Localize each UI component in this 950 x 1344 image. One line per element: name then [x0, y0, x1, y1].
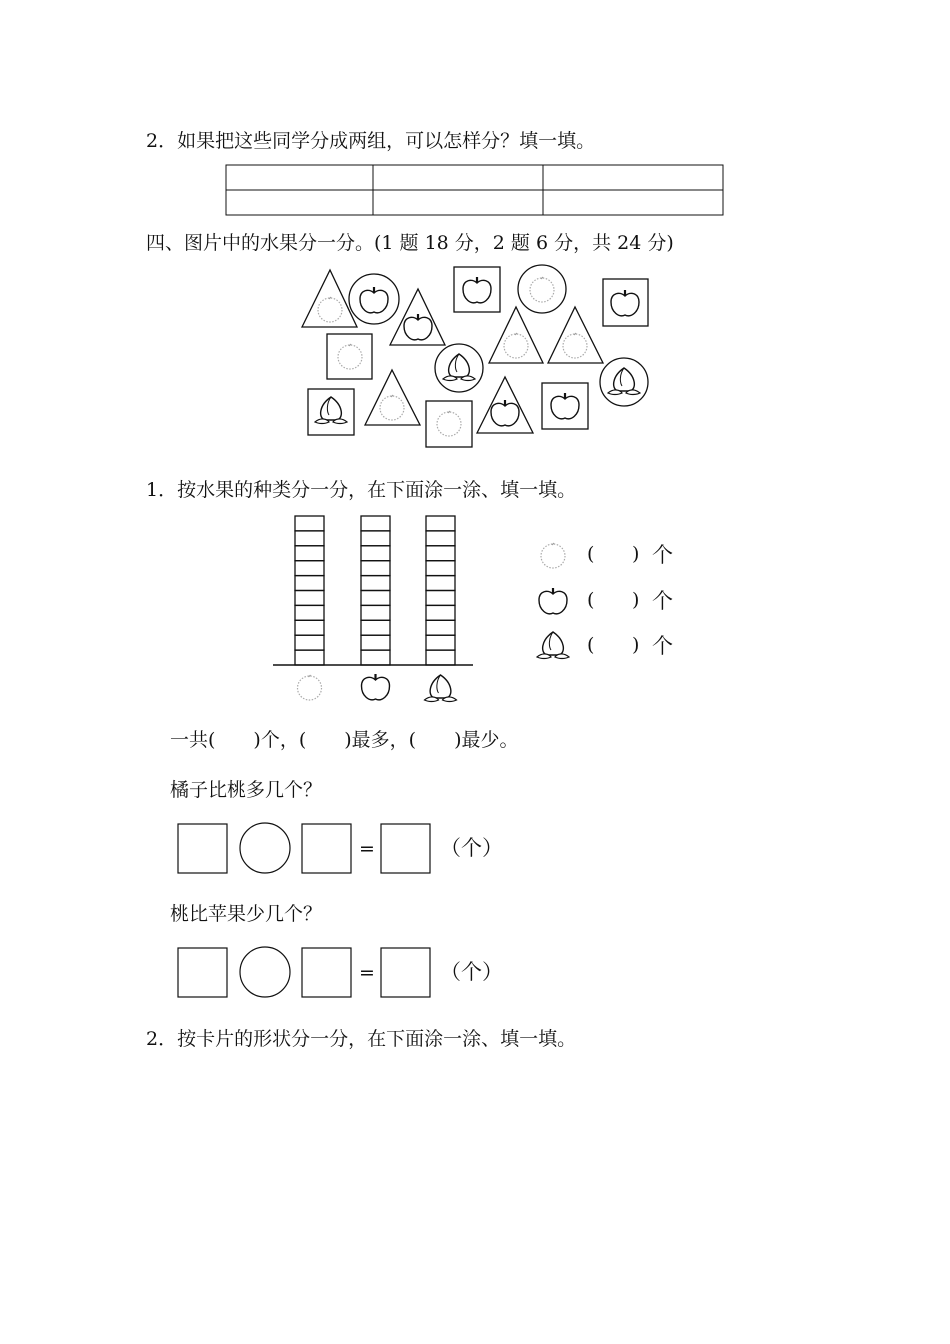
chart-cell-peach[interactable] — [426, 546, 455, 561]
card-circle-apple — [349, 274, 399, 324]
answer-boxes-a[interactable] — [178, 823, 430, 873]
chart-cell-orange[interactable] — [295, 635, 324, 650]
equals-sign-a: = — [359, 838, 375, 860]
equals-sign-b: = — [359, 962, 375, 984]
unit-label-b: （个） — [440, 960, 503, 984]
card-square-apple — [454, 267, 500, 312]
chart-cell-apple[interactable] — [361, 531, 390, 546]
chart-cell-apple[interactable] — [361, 635, 390, 650]
chart-cell-peach[interactable] — [426, 576, 455, 591]
card-square-orange — [327, 334, 372, 379]
chart-cell-orange[interactable] — [295, 620, 324, 635]
peach-icon — [425, 675, 457, 702]
card-square-apple — [542, 383, 588, 429]
chart-cell-apple[interactable] — [361, 546, 390, 561]
chart-cell-peach[interactable] — [426, 650, 455, 665]
unit-label-a: （个） — [440, 836, 503, 860]
card-square-peach — [308, 389, 354, 435]
card-square-orange — [426, 401, 472, 447]
chart-cell-orange[interactable] — [295, 561, 324, 576]
chart-cell-orange[interactable] — [295, 605, 324, 620]
card-triangle-orange — [548, 307, 603, 363]
answer-boxes-b[interactable] — [178, 947, 430, 997]
card-circle-orange — [518, 265, 566, 313]
chart-cell-peach[interactable] — [426, 620, 455, 635]
card-circle-peach — [600, 358, 648, 406]
question-2-prev-title: 2．如果把这些同学分成两组，可以怎样分？填一填。 — [146, 130, 596, 152]
blank-table — [226, 165, 723, 215]
chart-cell-peach[interactable] — [426, 531, 455, 546]
count-row-icons — [537, 543, 569, 659]
question-b: 桃比苹果少几个？ — [170, 903, 323, 925]
section-4-title: 四、图片中的水果分一分。(1 题 18 分，2 题 6 分，共 24 分) — [146, 232, 674, 254]
chart-cell-orange[interactable] — [295, 531, 324, 546]
chart-cell-apple[interactable] — [361, 516, 390, 531]
chart-cell-orange[interactable] — [295, 546, 324, 561]
orange-icon — [298, 675, 322, 700]
chart-cell-orange[interactable] — [295, 591, 324, 606]
chart-cell-peach[interactable] — [426, 516, 455, 531]
coloring-bar-chart — [273, 516, 473, 702]
fruit-cards-picture — [302, 265, 648, 447]
chart-cell-orange[interactable] — [295, 650, 324, 665]
chart-cell-apple[interactable] — [361, 620, 390, 635]
question-1-title: 1．按水果的种类分一分，在下面涂一涂、填一填。 — [146, 479, 577, 501]
card-triangle-apple — [390, 289, 445, 345]
chart-cell-peach[interactable] — [426, 605, 455, 620]
card-square-apple — [603, 279, 648, 326]
chart-cell-apple[interactable] — [361, 561, 390, 576]
question-a: 橘子比桃多几个？ — [170, 779, 323, 801]
summary-fill-in: 一共( )个，( )最多，( )最少。 — [170, 729, 519, 751]
chart-cell-apple[interactable] — [361, 576, 390, 591]
card-triangle-orange — [365, 370, 420, 425]
chart-cell-apple[interactable] — [361, 650, 390, 665]
card-triangle-orange — [489, 307, 543, 363]
chart-cell-peach[interactable] — [426, 635, 455, 650]
apple-icon — [362, 674, 390, 700]
card-circle-peach — [435, 344, 483, 392]
chart-cell-orange[interactable] — [295, 576, 324, 591]
chart-cell-peach[interactable] — [426, 591, 455, 606]
chart-cell-orange[interactable] — [295, 516, 324, 531]
chart-cell-apple[interactable] — [361, 605, 390, 620]
chart-cell-peach[interactable] — [426, 561, 455, 576]
question-2-title: 2．按卡片的形状分一分，在下面涂一涂、填一填。 — [146, 1028, 577, 1050]
card-triangle-apple — [477, 377, 533, 433]
worksheet-page: 2．如果把这些同学分成两组，可以怎样分？填一填。 四、图片中的水果分一分。(1 题 18 分，2 题 6 分，共 24 分) 1．按水果的种类分一分，在下面涂一涂、填一填。 ( ) 个 ( ) 个 ( ) 个 一共( )个，( )最多，( )最少。 橘子比桃多几个？ = （个） 桃比苹果少几个？ = （个） 2．按卡片的形状分一分，在下面涂一涂、填一填。 — [0, 0, 950, 1344]
chart-cell-apple[interactable] — [361, 591, 390, 606]
